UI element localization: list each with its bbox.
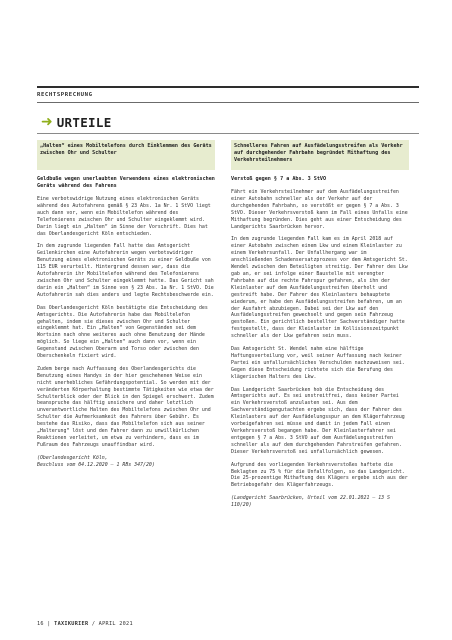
article-subhead: Geldbuße wegen unerlaubten Verwendens eines elektronischen Geräts während des Fahrens bbox=[37, 176, 215, 189]
article-paragraph: In dem zugrunde liegenden Fall hatte das Amtsgericht Geilenkirchen eine Autofahrerin wegen verbotswidriger Benutzung eines elektronischen Geräts zu einer Geldbuße von 115 EUR verurteilt. Hintergrund dessen war, dass die Autofahrerin ihr Mobiltelefon während des Telefonierens zwischen Ohr und Schulter eingeklemmt hatte. Das Gericht sah darin ein „Halten“ im Sinne von § 23 Abs. 1a Nr. 1 StVO. Die Autofahrerin sah dies anders und legte Rechtsbeschwerde ein. bbox=[37, 243, 214, 298]
page-heading bbox=[41, 114, 112, 130]
article-paragraph: In dem zugrunde liegenden Fall kam es im April 2018 auf einer Autobahn zwischen einem Lkw und einem Kleinlaster zu einem Verkehrsunfall. Der Unfallhergang war im anschließenden Schadensersatzprozess vor dem Amtsgericht St. Wendel zwischen den Beteiligten streitig. Der Fahrer des Lkw gab an, er sei infolge einer Baustelle mit verengter Fahrbahn auf die rechte Fahrspur gefahren, als ihn der Kleinlaster auf dem Ausfädelungsstreifen überholt und gestreift habe. Der Fahrer des Kleinlasters behauptete wiederum, er habe den Ausfädelungsstreifen befahren, um an der Ausfahrt abzubiegen. Dabei sei der Lkw auf den Ausfädelungsstreifen gewechselt und gegen sein Fahrzeug gestoßen. Ein gerichtlich bestellter Sachverständiger hatte festgestellt, dass der Kleinlaster im Kollisionszeitpunkt schneller als der Lkw gefahren sein muss. bbox=[231, 236, 408, 340]
article-subhead: Verstoß gegen § 7 a Abs. 3 StVO bbox=[231, 176, 327, 182]
article-paragraph: Zudem berge nach Auffassung des Oberlandesgerichts die Benutzung eines Handys in der hier geschehenen Weise ein nicht unerhebliches Gefährdungspotential. So werden mit der veränderten Körperhaltung bestimmte Tätigkeiten wie etwa der Schulterblick oder der Blick in den Spiegel erschwert. Zudem beanspruche das hälftig unsichere und daher letztlich unverantwortliche Halten des Mobiltelefons zwischen Ohr und Schulter die Aufmerksamkeit des Fahrers über Gebühr. Es bestehe das Risiko, dass das Mobiltelefon sich aus seiner „Halterung“ löst und den Fahrer dann zu unwillkürlichen Reaktionen verleitet, um etwa zu verhindern, dass es im Fußraum des Fahrzeugs unauffindbar wird. bbox=[37, 365, 214, 448]
page-number: 16 bbox=[37, 621, 44, 627]
section-top-rule bbox=[37, 86, 419, 88]
article-paragraph: Fährt ein Verkehrsteilnehmer auf dem Ausfädelungsstreifen einer Autobahn schneller als der Verkehr auf der durchgehenden Fahrbahn, so verstößt er gegen § 7 a Abs. 3 StVO. Dieser Verkehrsverstoß kann im Fall eines Unfalls eine Mithaftung begründen. Dies geht aus einer Entscheidung des Landgerichts Saarbrücken hervor. bbox=[231, 189, 408, 230]
issue-date: APRIL 2021 bbox=[98, 621, 133, 627]
article-paragraph: Eine verbotswidrige Nutzung eines elektronischen Geräts während des Autofahrens gemäß § 23 Abs. 1a Nr. 1 StVO liegt auch dann vor, wenn ein Mobiltelefon während des Telefonierens zwischen Ohr und Schulter eingeklemmt wird. Darin liegt ein „Halten“ im Sinne der Vorschrift. Dies hat das Oberlandesgericht Köln entschieden. bbox=[37, 196, 211, 237]
heading-rule bbox=[37, 133, 419, 134]
footer-separator: | bbox=[47, 621, 55, 627]
article-paragraph: Aufgrund des vorliegenden Verkehrsverstoßes haftete die Beklagten zu 75 % für die Unfallfolgen, so das Landgericht. Die 25-prozentige Mithaftung des Klägers ergebe sich aus der Betriebsgefahr des Klägerfahrzeugs. bbox=[231, 461, 408, 489]
section-label: RECHTSPRECHUNG bbox=[37, 92, 93, 98]
right-article bbox=[231, 140, 409, 509]
page-footer bbox=[37, 621, 133, 627]
section-bar bbox=[37, 86, 419, 104]
article-paragraph: Das Amtsgericht St. Wendel nahm eine hälftige Haftungsverteilung vor, weil seiner Auffassung nach keiner Partei ein unfallursächliches Verschulden nachzuweisen sei. Gegen diese Entscheidung richtete sich die Berufung des klägerischen Halters des Lkw. bbox=[231, 346, 405, 380]
article-header: „Halten“ eines Mobiltelefons durch Einklemmen des Geräts zwischen Ohr und Schulter bbox=[37, 140, 215, 170]
section-bottom-rule bbox=[37, 102, 419, 103]
arrow-right-icon: ➜ bbox=[41, 114, 53, 130]
article-paragraph: Das Landgericht Saarbrücken hob die Entscheidung des Amtsgerichts auf. Es sei unstreitfrei, dass keiner Partei ein Verkehrsverstoß anzulasten sei. Aus dem Sachverständigengutachten ergebe sich, dass der Fahrer des Kleinlasters auf der Ausfädelungsspur an dem Klägerfahrzeug vorbeigefahren sei müsse und damit in jedem Fall einen Verkehrsverstoß begangen habe. Der Kleinlasterfahrer sei entgegen § 7 a Abs. 3 StVO auf dem Ausfädelungsstreifen schneller als auf dem durchgehenden Fahrstreifen gefahren. Dieser Verkehrsverstoß sei unfallursächlich gewesen. bbox=[231, 386, 405, 455]
footer-separator: / bbox=[88, 621, 99, 627]
publication-name: TAXIKURIER bbox=[54, 621, 89, 627]
page-title: URTEILE bbox=[56, 114, 112, 130]
article-citation: (Oberlandesgericht Köln, Beschluss vom 04.12.2020 – 1 RBs 347/20) bbox=[37, 454, 155, 468]
article-header: Schnelleres Fahren auf Ausfädelungsstreifen als Verkehr auf durchgehender Fahrbahn begründet Mithaftung des Verkehrsteilnehmers bbox=[231, 140, 409, 170]
article-citation: (Landgericht Saarbrücken, Urteil vom 22.01.2021 – 13 S 110/20) bbox=[231, 495, 390, 509]
article-paragraph: Das Oberlandesgericht Köln bestätigte die Entscheidung des Amtsgerichts. Die Autofahrerin habe das Mobiltelefon gehalten, indem sie dieses zwischen Ohr und Schulter eingeklemmt hat. Ein „Halten“ von Gegenständen sei dem Wortsinn nach ohne weiteres auch ohne Benutzung der Hände möglich. So liege ein „Halten“ auch dann vor, wenn ein Gegenstand zwischen Oberarm und Torso oder zwischen den Oberschenkeln fixiert wird. bbox=[37, 304, 208, 360]
left-article bbox=[37, 140, 215, 469]
